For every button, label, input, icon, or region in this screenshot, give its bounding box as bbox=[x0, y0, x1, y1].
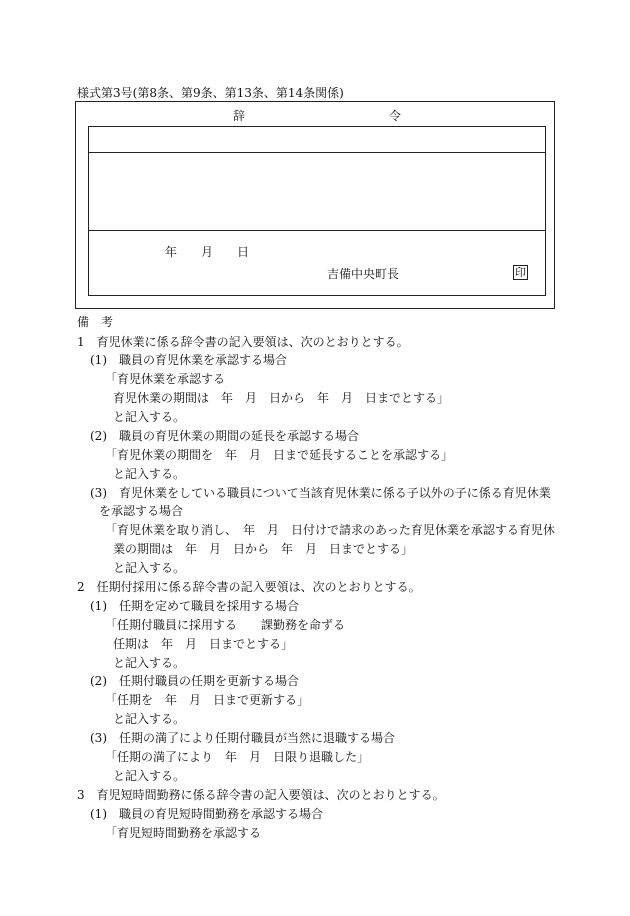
remark-line: 「任期を 年 月 日まで更新する」 bbox=[105, 693, 310, 707]
remark-line: 「任期の満了により 年 月 日限り退職した」 bbox=[105, 750, 370, 764]
name-row-divider bbox=[88, 152, 546, 153]
box-title-left: 辞 bbox=[233, 109, 246, 123]
remark-line: (1) 職員の育児休業を承認する場合 bbox=[90, 353, 287, 367]
remark-line: 業の期間は 年 月 日から 年 月 日までとする」 bbox=[113, 542, 414, 556]
remark-line: 3 育児短時間勤務に係る辞令書の記入要領は、次のとおりとする。 bbox=[77, 788, 445, 802]
signatory: 吉備中央町長 bbox=[327, 267, 400, 281]
remark-line: 2 任期付採用に係る辞令書の記入要領は、次のとおりとする。 bbox=[77, 580, 421, 594]
remark-line: 任期は 年 月 日までとする」 bbox=[113, 637, 294, 651]
date-month: 月 bbox=[201, 245, 214, 259]
remark-line: 「育児休業の期間を 年 月 日まで延長することを承認する」 bbox=[105, 448, 454, 462]
remark-line: (3) 育児休業をしている職員について当該育児休業に係る子以外の子に係る育児休業 bbox=[90, 486, 551, 500]
content-row-divider bbox=[88, 230, 546, 231]
form-header: 様式第3号(第8条、第9条、第13条、第14条関係) bbox=[77, 86, 344, 100]
remark-line: と記入する。 bbox=[113, 769, 186, 783]
remark-line: を承認する場合 bbox=[99, 504, 184, 518]
remark-line: と記入する。 bbox=[113, 712, 186, 726]
remark-line: 「任期付職員に採用する 課勤務を命ずる bbox=[105, 618, 346, 632]
remark-line: (1) 職員の育児短時間勤務を承認する場合 bbox=[90, 807, 323, 821]
remark-line: (2) 職員の育児休業の期間の延長を承認する場合 bbox=[90, 429, 359, 443]
remark-line: (2) 任期付職員の任期を更新する場合 bbox=[90, 674, 299, 688]
date-year: 年 bbox=[165, 245, 178, 259]
remark-line: (3) 任期の満了により任期付職員が当然に退職する場合 bbox=[90, 731, 396, 745]
remarks-heading: 備 考 bbox=[77, 315, 114, 329]
remark-line: 「育児休業を取り消し、 年 月 日付けで請求のあった育児休業を承認する育児休 bbox=[105, 523, 555, 537]
date-day: 日 bbox=[237, 245, 250, 259]
remark-line: と記入する。 bbox=[113, 467, 186, 481]
remark-line: 「育児休業を承認する bbox=[105, 372, 226, 386]
remark-line: 1 育児休業に係る辞令書の記入要領は、次のとおりとする。 bbox=[77, 335, 409, 349]
remark-line: と記入する。 bbox=[113, 410, 186, 424]
remark-line: 「育児短時間勤務を承認する bbox=[105, 826, 262, 840]
remark-line: と記入する。 bbox=[113, 656, 186, 670]
seal-mark: 印 bbox=[515, 266, 526, 279]
remark-line: (1) 任期を定めて職員を採用する場合 bbox=[90, 599, 299, 613]
box-title-right: 令 bbox=[389, 109, 402, 123]
remark-line: 育児休業の期間は 年 月 日から 年 月 日までとする」 bbox=[113, 391, 450, 405]
remark-line: と記入する。 bbox=[113, 561, 186, 575]
